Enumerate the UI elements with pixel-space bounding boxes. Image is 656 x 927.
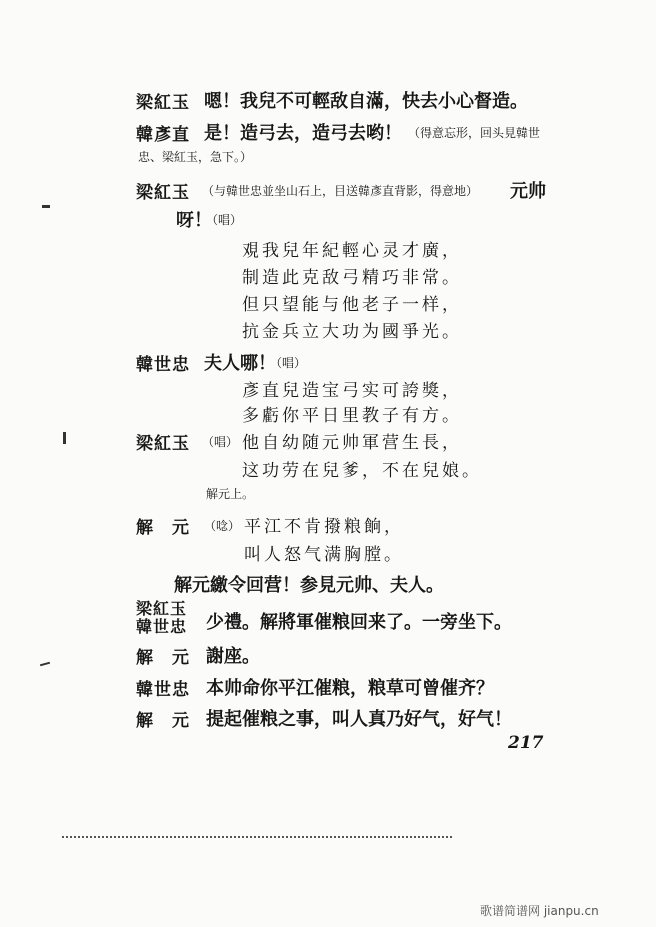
speaker-label: 解 元 xyxy=(136,711,190,731)
lyric-line: 覌我兒年紀輕心灵才廣， xyxy=(242,241,462,261)
speaker-label: 解 元 xyxy=(136,518,190,538)
page-number: 217 xyxy=(508,733,544,753)
dialogue-text: 元帅 xyxy=(510,181,546,202)
lyric-line: 彥直兒造宝弓实可誇獎， xyxy=(242,381,462,401)
stage-direction: （与韓世忠並坐山石上，目送韓彥直背影，得意地） xyxy=(202,184,479,198)
dialogue-text: 本帅命你平江催粮，粮草可曾催齐？ xyxy=(206,678,494,699)
scan-mark xyxy=(40,662,50,667)
dialogue-text: 解元繳令回营！参見元帅、夫人。 xyxy=(174,575,444,596)
stage-direction: 忠、梁紅玉，急下。） xyxy=(138,150,253,164)
speaker-label: 梁紅玉 xyxy=(136,434,190,454)
speaker-label: 韓世忠 xyxy=(136,355,190,375)
dialogue-text: 謝座。 xyxy=(206,646,260,667)
stage-direction: 解元上。 xyxy=(206,487,255,501)
lyric-line: 这功劳在兒爹，不在兒娘。 xyxy=(242,461,482,481)
stage-direction: （唸） xyxy=(204,519,241,533)
stage-direction: （唱） xyxy=(270,356,307,370)
stage-direction: （得意忘形，回头見韓世 xyxy=(408,126,541,140)
speaker-label: 梁紅玉 xyxy=(136,93,190,113)
lyric-line: 制造此克敌弓精巧非常。 xyxy=(242,268,462,288)
watermark: 歌谱简谱网 jianpu.cn xyxy=(480,904,599,918)
dialogue-text: 夫人哪！ xyxy=(204,353,276,374)
lyric-line: 抗金兵立大功为國爭光。 xyxy=(242,322,462,342)
speaker-label: 梁紅玉 xyxy=(136,599,188,618)
speaker-label: 韓世忠 xyxy=(136,617,188,636)
dialogue-text: 呀！ xyxy=(176,210,212,231)
lyric-line: 但只望能与他老子一样， xyxy=(242,295,462,315)
speaker-label: 梁紅玉 xyxy=(136,183,190,203)
dialogue-text: 少禮。解將軍催粮回来了。一旁坐下。 xyxy=(206,612,512,633)
dialogue-text: 提起催粮之事，叫人真乃好气，好气！ xyxy=(206,709,512,730)
speaker-label: 韓彥直 xyxy=(136,125,190,145)
scan-artifact-dots xyxy=(62,836,452,840)
speaker-label: 解 元 xyxy=(136,648,190,668)
stage-direction: （唱） xyxy=(206,213,243,227)
scan-mark xyxy=(63,432,66,444)
speaker-stack xyxy=(136,600,187,636)
lyric-line: 平江不肯撥粮餉， xyxy=(244,517,404,537)
lyric-line: 叫人怒气满胸膛。 xyxy=(244,545,404,565)
dialogue-text: 嗯！我兒不可輕敌自滿，快去小心督造。 xyxy=(204,91,528,112)
scan-mark xyxy=(42,205,50,208)
lyric-line: 他自幼随元帅軍营生長， xyxy=(242,433,462,453)
stage-direction: （唱） xyxy=(202,435,239,449)
lyric-line: 多虧你平日里教子有方。 xyxy=(242,406,462,426)
dialogue-text: 是！造弓去，造弓去哟！ xyxy=(204,123,402,144)
speaker-label: 韓世忠 xyxy=(136,680,190,700)
